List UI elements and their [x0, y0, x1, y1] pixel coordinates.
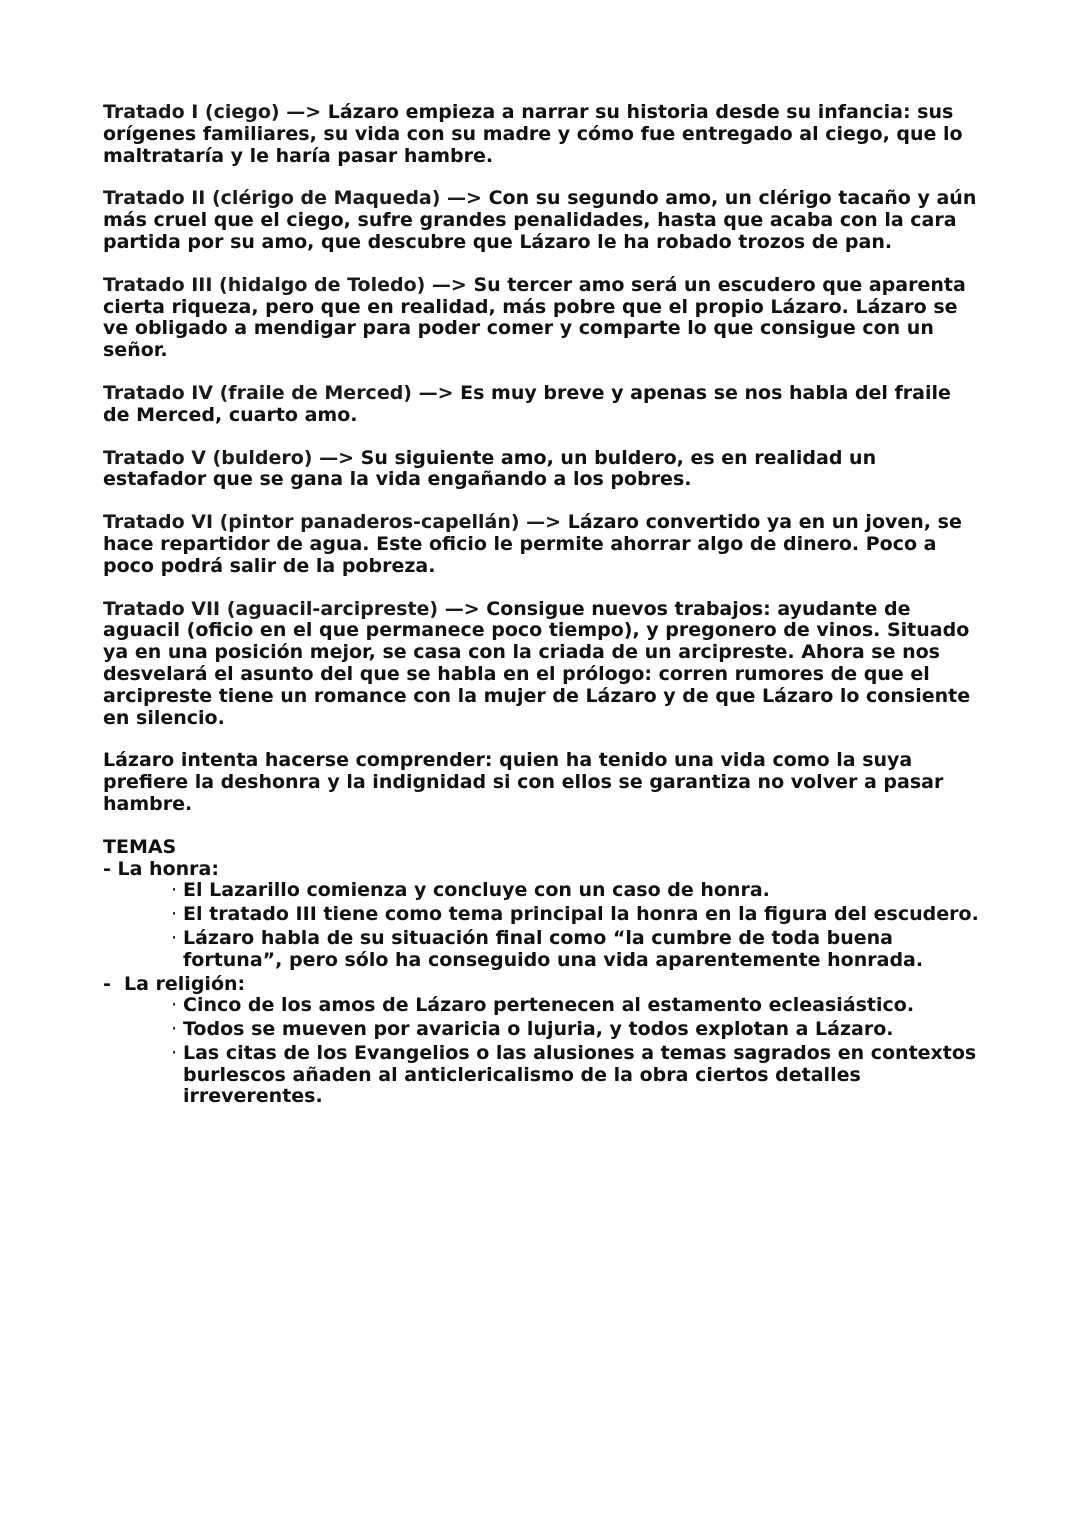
- paragraph-tratado-7: [103, 599, 983, 730]
- list-item: [173, 928, 983, 972]
- list-item: [173, 1019, 983, 1041]
- paragraph-text: Lázaro intenta hacerse comprender: quien ha tenido una vida como la suya prefiere la deshonra y la indignidad si con ellos se garantiza no volver a pasar hambre.: [103, 749, 944, 815]
- bullet-dot-icon: ·: [171, 879, 178, 902]
- list-item-text: Lázaro habla de su situación final como “la cumbre de toda buena fortuna”, pero sólo ha conseguido una vida aparentemente honrada.: [183, 926, 924, 971]
- paragraph-lead: Tratado III (hidalgo de Toledo) —>: [103, 273, 467, 296]
- paragraph-lead: Tratado II (clérigo de Maqueda) —>: [103, 187, 482, 210]
- paragraph-lead: Tratado IV (fraile de Merced) —>: [103, 381, 454, 404]
- religion-bullet-list: [103, 995, 983, 1108]
- theme-label-text: La religión:: [124, 972, 246, 995]
- theme-label-honra: [103, 859, 983, 881]
- paragraph-lead: Tratado VI (pintor panaderos-capellán) —>: [103, 511, 562, 534]
- document-page: [103, 102, 983, 1110]
- paragraph-tratado-4: [103, 383, 983, 427]
- bullet-dot-icon: ·: [171, 903, 178, 926]
- bullet-dot-icon: ·: [171, 1018, 178, 1041]
- paragraph-tratado-3: [103, 275, 983, 362]
- list-item-text: Cinco de los amos de Lázaro pertenecen al estamento ecleasiástico.: [183, 994, 915, 1017]
- list-item: [173, 1043, 983, 1108]
- theme-label-religion: [103, 974, 983, 996]
- paragraph-conclusion: [103, 750, 983, 815]
- paragraph-tratado-1: [103, 102, 983, 167]
- list-item-text: El tratado III tiene como tema principal la honra en la figura del escudero.: [183, 903, 979, 926]
- dash-marker: -: [103, 972, 111, 995]
- list-item-text: Todos se mueven por avaricia o lujuria, y todos explotan a Lázaro.: [183, 1018, 894, 1041]
- paragraph-text: Consigue nuevos trabajos: ayudante de aguacil (oficio en el que permanece poco tiempo), y pregonero de vinos. Situado ya en una posición mejor, se casa con la criada de un arcipreste. Ahora se nos desvelará el asunto del que se habla en el prólogo: corren rumores de que el arcipreste tiene un romance con la mujer de Lázaro y de que Lázaro lo consiente en silencio.: [103, 597, 971, 729]
- list-item: [173, 880, 983, 902]
- paragraph-text: Su tercer amo será un escudero que aparenta cierta riqueza, pero que en realidad, más pobre que el propio Lázaro. Lázaro se ve obligado a mendigar para poder comer y comparte lo que consigue con un señor.: [103, 273, 966, 362]
- list-item-text: Las citas de los Evangelios o las alusiones a temas sagrados en contextos burlescos añaden al anticlericalismo de la obra ciertos detalles irreverentes.: [183, 1041, 977, 1108]
- bullet-dot-icon: ·: [171, 926, 178, 949]
- bullet-dot-icon: ·: [171, 994, 178, 1017]
- paragraph-lead: Tratado VII (aguacil-arcipreste) —>: [103, 597, 480, 620]
- temas-section: [103, 837, 983, 1109]
- paragraph-text: Es muy breve y apenas se nos habla del fraile de Merced, cuarto amo.: [103, 381, 951, 426]
- temas-heading: TEMAS: [103, 835, 177, 858]
- theme-label-text: La honra:: [110, 857, 219, 880]
- paragraph-text: Lázaro convertido ya en un joven, se hace repartidor de agua. Este oficio le permite ahorrar algo de dinero. Poco a poco podrá salir de la pobreza.: [103, 511, 962, 577]
- paragraph-tratado-5: [103, 448, 983, 492]
- paragraph-text: Con su segundo amo, un clérigo tacaño y aún más cruel que el ciego, sufre grandes penalidades, hasta que acaba con la cara partida por su amo, que descubre que Lázaro le ha robado trozos de pan.: [103, 187, 977, 253]
- honra-bullet-list: [103, 880, 983, 971]
- paragraph-text: Lázaro empieza a narrar su historia desde su infancia: sus orígenes familiares, su vida con su madre y cómo fue entregado al ciego, que lo maltrataría y le haría pasar hambre.: [103, 101, 963, 167]
- dash-marker: -: [103, 857, 111, 880]
- bullet-dot-icon: ·: [171, 1041, 178, 1064]
- list-item: [173, 904, 983, 926]
- list-item: [173, 995, 983, 1017]
- paragraph-tratado-6: [103, 512, 983, 577]
- list-item-text: El Lazarillo comienza y concluye con un caso de honra.: [183, 879, 770, 902]
- paragraph-lead: Tratado V (buldero) —>: [103, 446, 355, 469]
- paragraph-lead: Tratado I (ciego) —>: [103, 101, 322, 123]
- paragraph-text: Su siguiente amo, un buldero, es en realidad un estafador que se gana la vida engañando a los pobres.: [103, 446, 877, 491]
- paragraph-tratado-2: [103, 188, 983, 253]
